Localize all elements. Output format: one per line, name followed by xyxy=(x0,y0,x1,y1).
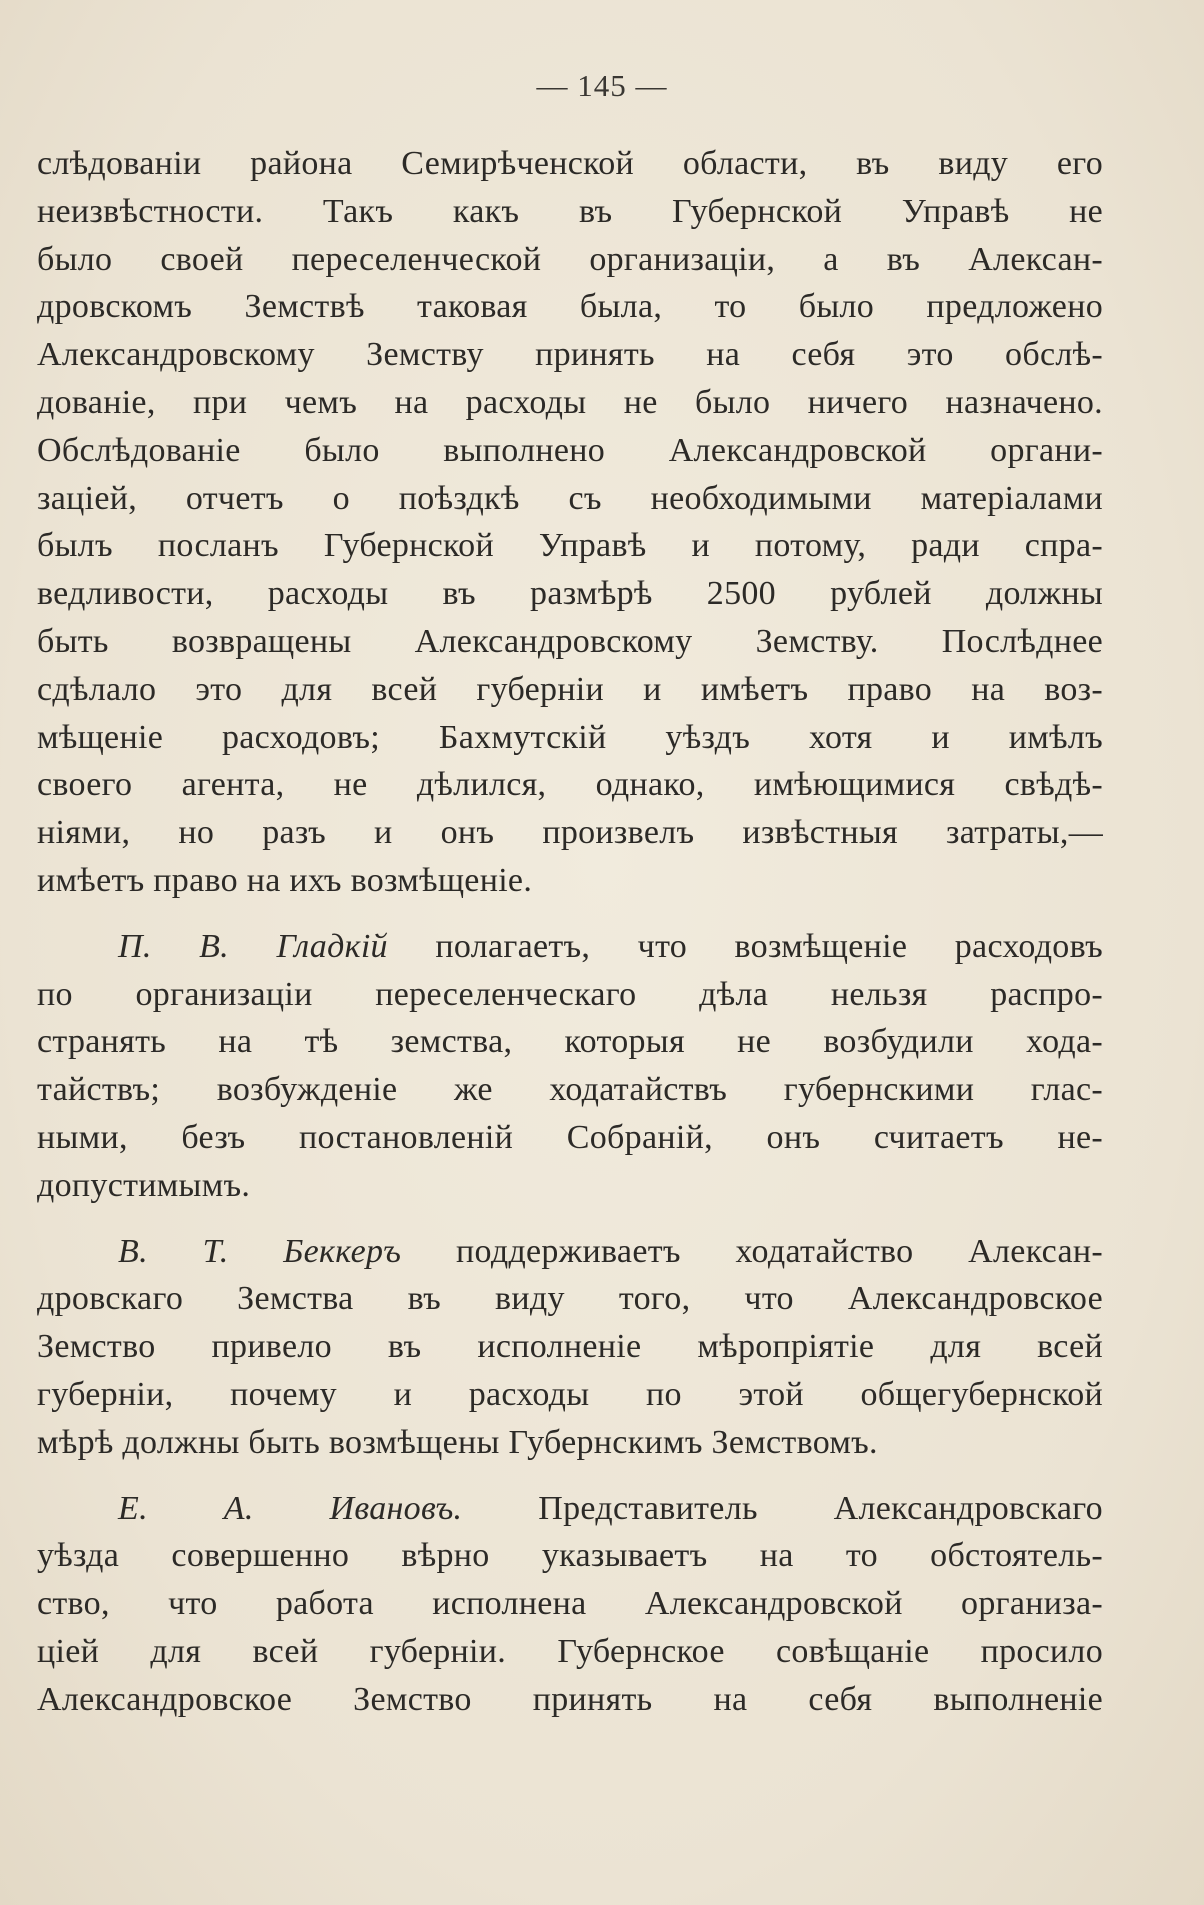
text-line: Обслѣдованіе было выполнено Александровской органи- xyxy=(37,431,1103,469)
page-number: — 145 — xyxy=(536,68,668,103)
text-line: странять на тѣ земства, которыя не возбудили хода- xyxy=(37,1023,1103,1061)
speaker-line-text: полагаетъ, что возмѣщеніе расходовъ xyxy=(435,927,1103,965)
text-line: губерніи, почему и расходы по этой общегубернской xyxy=(37,1375,1103,1413)
text-line: ными, безъ постановленій Собраній, онъ считаетъ не- xyxy=(37,1118,1103,1156)
paragraph-1 xyxy=(37,140,1137,905)
text-line: Александровскому Земству принять на себя это обслѣ- xyxy=(37,336,1103,374)
paragraph-2 xyxy=(37,923,1137,1210)
speaker-name: Е. А. Ивановъ. xyxy=(118,1489,463,1527)
text-line: заціей, отчетъ о поѣздкѣ съ необходимыми матеріалами xyxy=(37,479,1103,517)
paragraph-4 xyxy=(37,1485,1137,1724)
speaker-name: В. Т. Беккеръ xyxy=(118,1232,402,1270)
text-line: ціей для всей губерніи. Губернское совѣщаніе просило xyxy=(37,1632,1103,1670)
text-line: уѣзда совершенно вѣрно указываетъ на то обстоятель- xyxy=(37,1537,1103,1575)
speaker-line xyxy=(37,923,1103,971)
paragraph-3 xyxy=(37,1228,1137,1467)
text-line: дровскаго Земства въ виду того, что Александровское xyxy=(37,1280,1103,1318)
text-line: Земство привело въ исполненіе мѣропріятіе для всей xyxy=(37,1328,1103,1366)
text-line: дровскомъ Земствѣ таковая была, то было предложено xyxy=(37,288,1103,326)
text-line: слѣдованіи района Семирѣченской области, въ виду его xyxy=(37,145,1103,182)
text-line: мѣщеніе расходовъ; Бахмутскій уѣздъ хотя и имѣлъ xyxy=(37,718,1103,756)
text-line: быть возвращены Александровскому Земству. Послѣднее xyxy=(37,622,1103,660)
text-line: мѣрѣ должны быть возмѣщены Губернскимъ Земствомъ. xyxy=(37,1423,878,1461)
text-line: ніями, но разъ и онъ произвелъ извѣстныя затраты,— xyxy=(37,814,1103,852)
text-line: тайствъ; возбужденіе же ходатайствъ губернскими глас- xyxy=(37,1071,1103,1109)
text-line: имѣетъ право на ихъ возмѣщеніе. xyxy=(37,861,533,899)
text-line: былъ посланъ Губернской Управѣ и потому, ради спра- xyxy=(37,527,1103,565)
text-line: своего агента, не дѣлился, однако, имѣющимися свѣдѣ- xyxy=(37,766,1103,804)
text-line: по организаціи переселенческаго дѣла нельзя распро- xyxy=(37,975,1103,1013)
text-line: ведливости, расходы въ размѣрѣ 2500 рублей должны xyxy=(37,575,1103,613)
text-line: сдѣлало это для всей губерніи и имѣетъ право на воз- xyxy=(37,670,1103,708)
speaker-line xyxy=(37,1228,1103,1276)
text-line: ство, что работа исполнена Александровской организа- xyxy=(37,1585,1103,1623)
speaker-line-text: поддерживаетъ ходатайство Алексан- xyxy=(456,1232,1103,1270)
speaker-name: П. В. Гладкій xyxy=(118,927,388,965)
text-line: дованіе, при чемъ на расходы не было ничего назначено. xyxy=(37,383,1103,421)
text-line: допустимымъ. xyxy=(37,1166,251,1204)
speaker-line-text: Представитель Александровскаго xyxy=(538,1489,1103,1527)
body-text xyxy=(37,140,1137,1742)
text-line: было своей переселенческой организаціи, а въ Алексан- xyxy=(37,240,1103,278)
text-line: Александровское Земство принять на себя выполненіе xyxy=(37,1680,1103,1718)
text-line: неизвѣстности. Такъ какъ въ Губернской Управѣ не xyxy=(37,192,1103,230)
speaker-line xyxy=(37,1485,1103,1533)
